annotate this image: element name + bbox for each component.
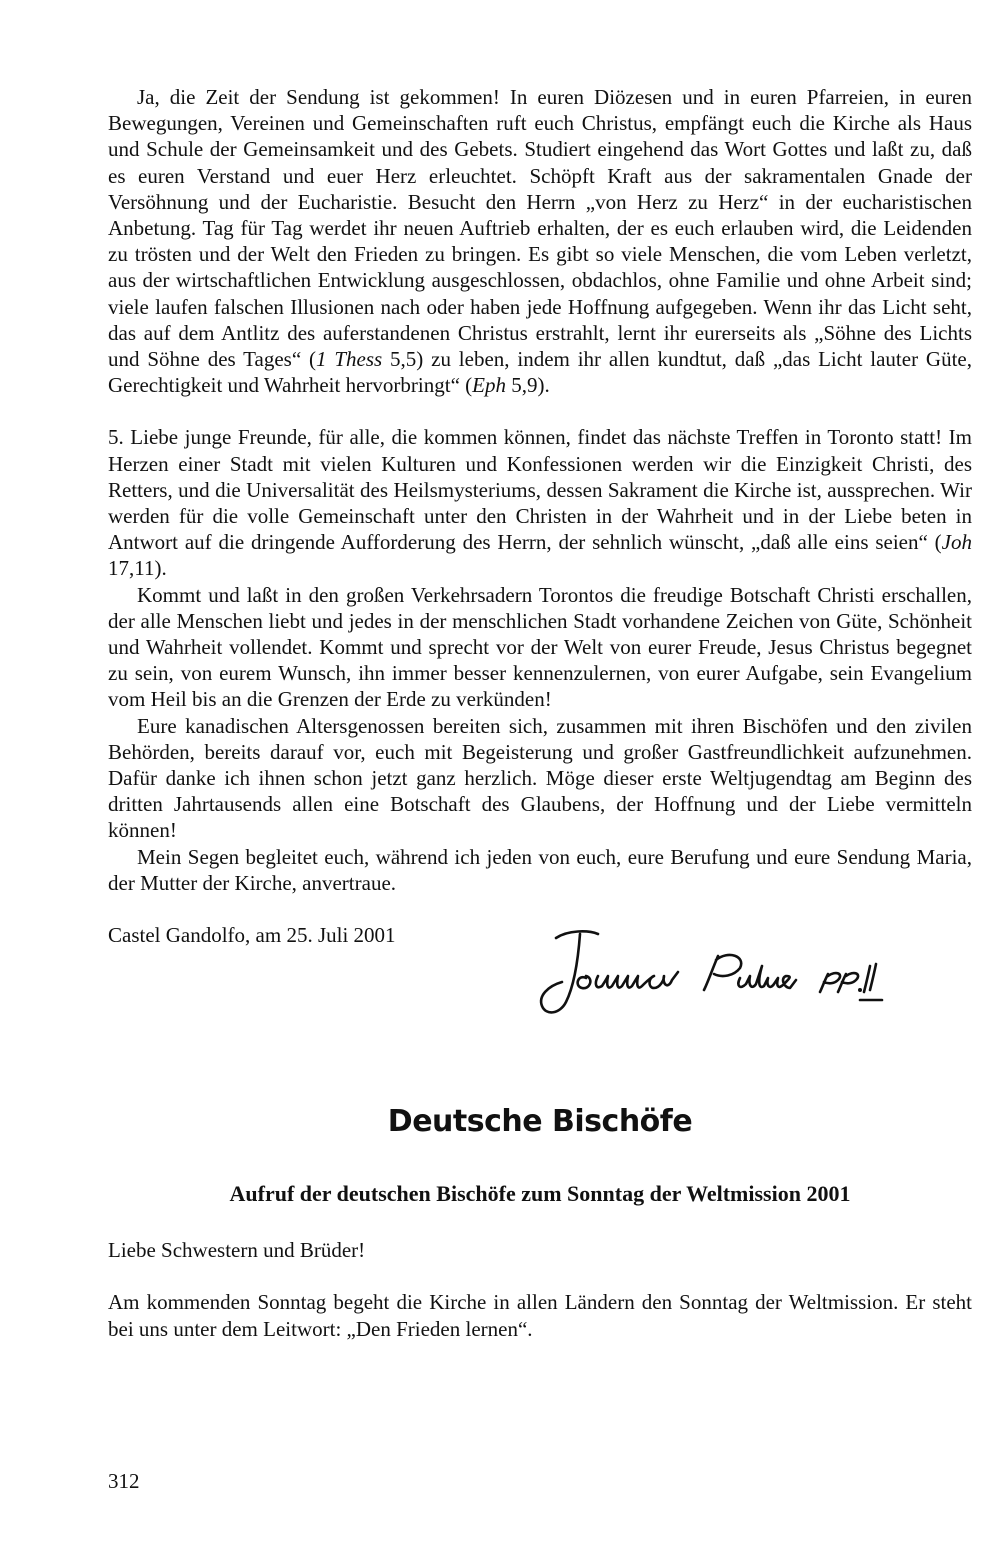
- place-date: Castel Gandolfo, am 25. Juli 2001: [108, 923, 396, 948]
- paragraph-text: 5. Liebe junge Freunde, für alle, die kommen können, findet das nächste Treffen in Toronto statt! Im Herzen einer Stadt mit vielen Kulturen und Konfessionen werden wir die Einzigkeit Christi, des Retters, und die Universalität des Heilsmysteriums, dessen Sakrament die Kirche ist, aussprechen. Wir werden für die volle Gemeinschaft unter den Christen in der Wahrheit und in der Liebe beten in Antwort auf die dringende Aufforderung des Herrn, der sehnlich wünscht, „daß alle eins seien“ (: [108, 425, 972, 555]
- document-page: [108, 84, 972, 1342]
- section-subtitle: Aufruf der deutschen Bischöfe zum Sonntag der Weltmission 2001: [229, 1181, 851, 1207]
- section-title: Deutsche Bischöfe: [387, 1104, 693, 1140]
- scripture-reference: Joh: [941, 530, 972, 555]
- paragraph-canadian-peers: Eure kanadischen Altersgenossen bereiten sich, zusammen mit ihren Bischöfen und den zivilen Behörden, bereits darauf vor, euch mit Begeisterung und großer Gastfreundlichkeit aufzunehmen. Dafür danke ich ihnen schon jetzt ganz herzlich. Möge dieser erste Weltjugendtag am Beginn des dritten Jahrtausends allen eine Botschaft des Glaubens, der Hoffnung und der Liebe vermitteln können!: [108, 713, 972, 843]
- paragraph-mission-time: [108, 84, 972, 398]
- paragraph-text: 17,11).: [108, 556, 167, 581]
- paragraph-text: 5,5) zu leben, indem ihr allen kundtut, daß „das Licht lauter Güte, Gerechtigkeit und Wahrheit hervorbringt“ (: [108, 347, 972, 398]
- place-date-block: [108, 922, 972, 982]
- scripture-reference: Eph: [472, 373, 506, 398]
- paragraph-toronto: [108, 424, 972, 581]
- paragraph-world-mission: Am kommenden Sonntag begeht die Kirche in allen Ländern den Sonntag der Weltmission. Er steht bei uns unter dem Leitwort: „Den Frieden lernen“.: [108, 1290, 972, 1341]
- scripture-reference: 1 Thess: [315, 347, 383, 372]
- paragraph-text: 5,9).: [505, 373, 550, 398]
- paragraph-blessing: Mein Segen begleitet euch, während ich jeden von euch, eure Berufung und eure Sendung Maria, der Mutter der Kirche, anvertraue.: [108, 844, 972, 895]
- page-number: 312: [108, 1469, 140, 1493]
- paragraph-come: Kommt und laßt in den großen Verkehrsadern Torontos die freudige Botschaft Christi erschallen, der alle Menschen liebt und jedes in der menschlichen Stadt vorhandene Zeichen von Güte, Schönheit und Wahrheit vollendet. Kommt und sprecht vor der Welt von eurer Freude, Jesus Christus begegnet zu sein, von eurem Wunsch, ihn immer besser kennenzulernen, von eurer Aufgabe, sein Evangelium vom Heil bis an die Grenzen der Erde zu verkünden!: [108, 582, 972, 712]
- signature: [528, 916, 928, 1026]
- greeting: Liebe Schwestern und Brüder!: [108, 1238, 366, 1263]
- paragraph-text: Ja, die Zeit der Sendung ist gekommen! In euren Diözesen und in euren Pfarreien, in euren Bewegungen, Vereinen und Gemeinschaften ruft euch Christus, empfängt euch die Kirche als Haus und Schule der Gemeinsamkeit und des Gebets. Studiert eingehend das Wort Gottes und laßt zu, daß es euren Verstand und euer Herz erleuchtet. Schöpft Kraft aus der sakramentalen Gnade der Versöhnung und der Eucharistie. Besucht den Herrn „von Herz zu Herz“ in der eucharistischen Anbetung. Tag für Tag werdet ihr neuen Auftrieb erhalten, der es euch erlauben wird, die Leidenden zu trösten und der Welt den Frieden zu bringen. Es gibt so viele Menschen, die vom Leben verletzt, aus der wirtschaftlichen Entwicklung ausgeschlossen, obdachlos, ohne Familie und ohne Arbeit sind; viele laufen falschen Illusionen nach oder haben jede Hoffnung aufgegeben. Wenn ihr das Licht seht, das auf dem Antlitz des auferstandenen Christus erstrahlt, lernt ihr eurerseits als „Söhne des Lichts und Söhne des Tages“ (: [108, 85, 972, 372]
